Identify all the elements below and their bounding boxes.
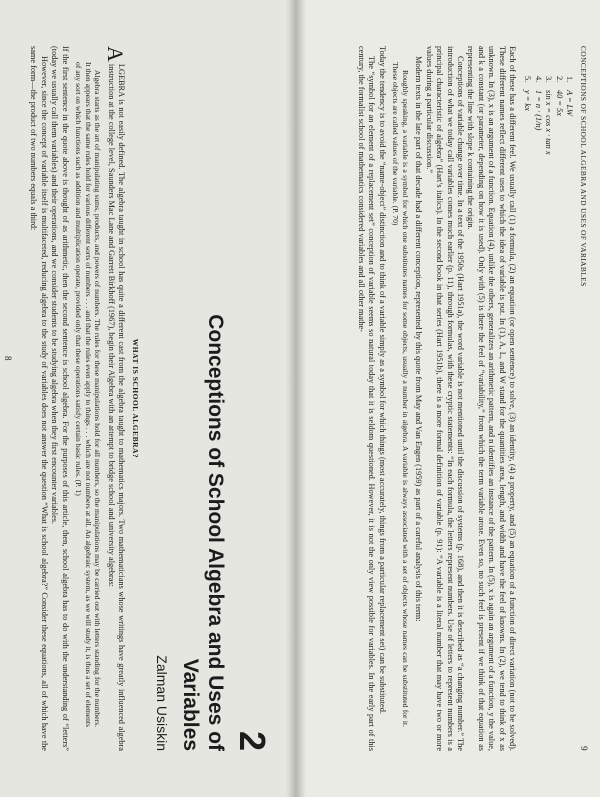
- paragraph-1: [105, 46, 126, 751]
- equation-item: 4.1 = n · (1/n): [533, 76, 543, 131]
- running-head: [576, 46, 588, 751]
- chapter-title: Conceptions of School Algebra and Uses of Variables: [179, 314, 227, 751]
- paragraph-3: However, since the concept of variable itself is multifaceted, reducing algebra to the study of variables does not answer the question “What is school algebra?” Consider these equations, all of which have the same form—the product of two numbers equals a third:: [29, 46, 49, 751]
- right-body-text: [356, 46, 574, 751]
- section-heading: WHAT IS SCHOOL ALGEBRA?: [131, 338, 140, 459]
- right-page: [300, 0, 600, 797]
- paragraph-2: If the first sentence in the quote above is thought of as arithmetic, then the second sentence is school algebra. For the purposes of this article, then, school algebra has to do with the understanding of “letters” (today we usually call them variables) and their operations, and we consider students to be studying algebra when they first encounter variables.: [50, 46, 70, 751]
- paragraph-r3: Modern texts in the late part of that decade had a different conception, represented by this quote from May and Van Engen (1959) as part of a careful analysis of this term:: [414, 56, 424, 622]
- drop-cap: A: [103, 46, 128, 62]
- equation-item: 1.A = LW: [565, 76, 574, 116]
- book-gutter: [286, 0, 306, 797]
- chapter-number: 2: [232, 730, 273, 751]
- running-head-title: CONCEPTIONS OF SCHOOL ALGEBRA AND USES OF VARIABLES: [579, 46, 588, 287]
- equation-item: 3.sin x = cos x · tan x: [544, 76, 554, 155]
- author-name: Zalman Usiskin: [154, 655, 170, 751]
- block-quote-right: Roughly speaking, a variable is a symbol for which one substitutes names for some objects, usually a number in algebra. A variable is always associated with a set of objects whose names can be substituted for it. These objects are called values of the variable. (P. 70): [391, 62, 410, 727]
- equation-list: [522, 76, 574, 751]
- page-number-left: 8: [3, 356, 13, 361]
- paragraph-r4: Today the tendency is to avoid the “name-object” distinction and to think of a variable simply as a symbol for which things (most accurately, things from a particular replacement set) can be substituted.: [377, 46, 387, 714]
- equation-item: 2.40 = 5x: [554, 76, 564, 116]
- block-quote: Algebra starts as the art of manipulating sums, products, and powers of numbers. The rules for these manipulations hold for all numbers, so the manipulations may be carried out with letters standing for the numbers. It then appears that the same rules hold for various different sorts of numbers . . . and that the rules even apply to things . . . which are not numbers at all. An algebraic system, as we will study it, is thus a set of elements of any sort on which functions such as addition and multiplication operate, provided only that these operations satisfy certain basic rules. (P. 1): [74, 62, 103, 727]
- page-number-right: 9: [579, 746, 589, 751]
- left-page: [0, 0, 288, 797]
- paragraph-r5: The “symbol for an element of a replacement set” conception of variable seems so natural today that it is seldom questioned. However, it is not the only view possible for variables. In the early part of this century, the formalist school of mathematics considered variables and all other mathe-: [357, 46, 377, 751]
- paragraph-1-text: LGEBRA is not easily defined. The algebra taught in school has quite a different cast from the algebra taught to mathematics majors. Two mathematicians whose writings have greatly influenced algebra instruction at the college level, Saunders Mac Lane and Garrett Birkhoff (1967), begin their Algebra with an attempt to bridge school and university algebras:: [106, 63, 126, 751]
- paragraph-r1: Each of these has a different feel. We usually call (1) a formula, (2) an equation (or open sentence) to solve, (3) an identity, (4) a property, and (5) an equation of a function of direct variation (not to be solved). These different names reflect different uses to which the idea of variable is put. In (1), A, L, and W stand for the quantities area, length, and width and have the feel of knowns. In (2), we tend to think of x as unknown. In (3), x is an argument of a function. Equation (4), unlike the others, generalizes an arithmetic pattern, and n identifies an instance of the pattern. In (5), x is again an argument of a function, y the value, and k a constant (or parameter, depending on how it is used). Only with (5) is there the feel of “variability,” from which the term variable arose. Even so, no such feel is present if we think of that equation as representing the line with slope k containing the origin.: [466, 46, 517, 751]
- chapter-opening: [0, 46, 288, 751]
- equation-item: 5.y = kx: [523, 76, 533, 111]
- paragraph-r2: Conceptions of variable change over time. In a text of the 1950s (Hart 1951a), the word variable is not mentioned until the discussion of systems (p. 168), and then it is described as “a changing number.” The introduction of what we today call variables comes much earlier (p. 11), through formulas, with these cryptic statements: “In each formula, the letters represent numbers. Use of letters to represent numbers is a principal characteristic of algebra” (Hart’s italics). In the second book in that series (Hart 1951b), there is a more formal definition of variable (p. 91): “A variable is a literal number that may have two or more values during a particular discussion.”: [424, 46, 465, 751]
- left-body-text: [28, 46, 140, 751]
